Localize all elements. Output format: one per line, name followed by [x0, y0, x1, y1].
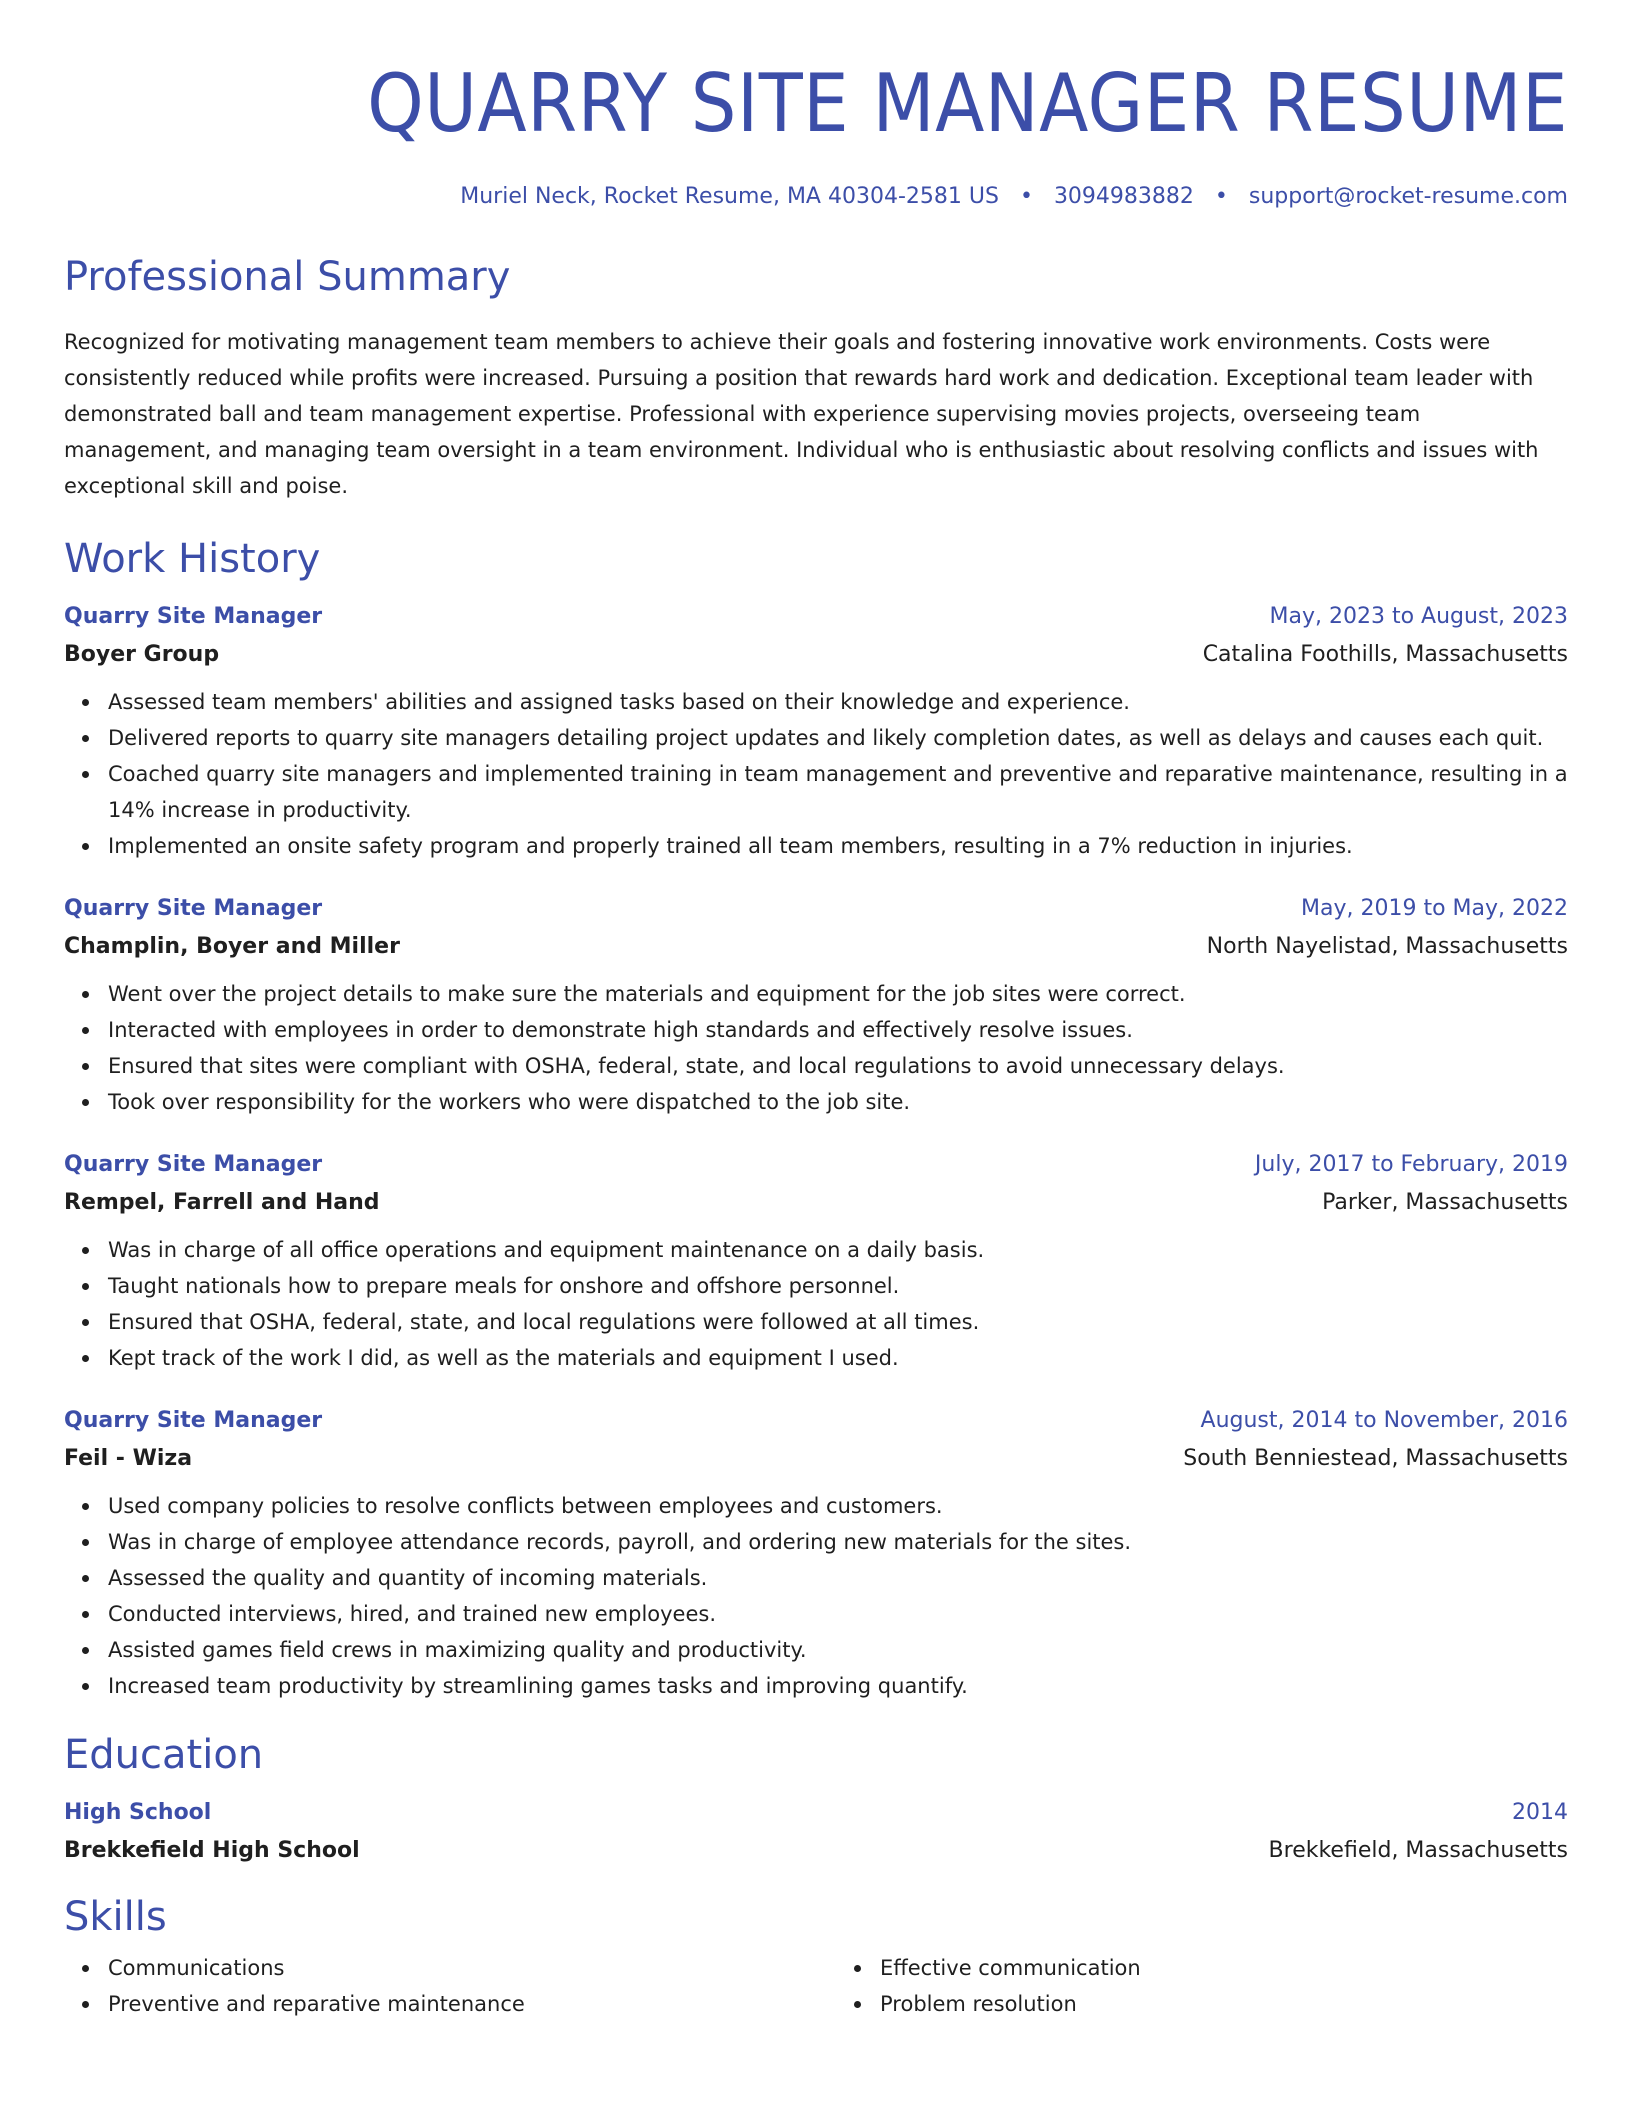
- job-bullet: Took over responsibility for the workers who were dispatched to the job site.: [108, 1084, 1568, 1120]
- job-role: Quarry Site Manager: [64, 1408, 323, 1433]
- job-location: North Nayelistad, Massachusetts: [1206, 934, 1568, 959]
- job-bullets: [64, 1232, 1568, 1376]
- job-bullet: Interacted with employees in order to demonstrate high standards and effectively resolve issues.: [108, 1012, 1568, 1048]
- job-entry: [64, 598, 1568, 864]
- job-role-row: [64, 1146, 1568, 1184]
- resume-title: QUARRY SITE MANAGER RESUME: [367, 57, 1568, 150]
- skills-column-right: [836, 1950, 1568, 2022]
- skill-item: Problem resolution: [880, 1986, 1568, 2022]
- job-role: Quarry Site Manager: [64, 896, 323, 921]
- job-role: Quarry Site Manager: [64, 604, 323, 629]
- job-company: Rempel, Farrell and Hand: [64, 1190, 380, 1215]
- job-bullet: Increased team productivity by streamlining games tasks and improving quantify.: [108, 1668, 1568, 1704]
- job-location: South Benniestead, Massachusetts: [1183, 1446, 1568, 1471]
- job-dates: May, 2023 to August, 2023: [1269, 604, 1568, 629]
- work-history-heading: Work History: [64, 536, 321, 582]
- job-entry: [64, 1146, 1568, 1376]
- job-bullet: Assisted games field crews in maximizing quality and productivity.: [108, 1632, 1568, 1668]
- job-bullet: Taught nationals how to prepare meals for onshore and offshore personnel.: [108, 1268, 1568, 1304]
- job-bullet: Assessed team members' abilities and assigned tasks based on their knowledge and experience.: [108, 684, 1568, 720]
- job-company: Feil - Wiza: [64, 1446, 193, 1471]
- education-heading: Education: [64, 1732, 264, 1778]
- job-bullet: Was in charge of all office operations and equipment maintenance on a daily basis.: [108, 1232, 1568, 1268]
- contact-phone: 3094983882: [1053, 184, 1194, 209]
- job-bullet: Conducted interviews, hired, and trained new employees.: [108, 1596, 1568, 1632]
- job-bullet: Ensured that sites were compliant with OSHA, federal, state, and local regulations to avoid unnecessary delays.: [108, 1048, 1568, 1084]
- job-role-row: [64, 1402, 1568, 1440]
- job-dates: August, 2014 to November, 2016: [1200, 1408, 1568, 1433]
- job-bullets: [64, 684, 1568, 864]
- education-degree: High School: [64, 1800, 212, 1825]
- job-dates: May, 2019 to May, 2022: [1301, 896, 1568, 921]
- job-location: Catalina Foothills, Massachusetts: [1202, 642, 1568, 667]
- job-bullet: Delivered reports to quarry site managers detailing project updates and likely completion dates, as well as delays and causes each quit.: [108, 720, 1568, 756]
- job-org-row: [64, 928, 1568, 966]
- education-year: 2014: [1512, 1800, 1568, 1825]
- job-bullets: [64, 976, 1568, 1120]
- job-entry: [64, 890, 1568, 1120]
- summary-heading: Professional Summary: [64, 254, 511, 300]
- job-role: Quarry Site Manager: [64, 1152, 323, 1177]
- job-role-row: [64, 890, 1568, 928]
- education-degree-row: [64, 1794, 1568, 1832]
- job-company: Champlin, Boyer and Miller: [64, 934, 400, 959]
- summary-text: Recognized for motivating management team members to achieve their goals and fostering innovative work environments. Costs were consistently reduced while profits were increased. Pursuing a position that rewards hard work and dedication. Exceptional team leader with demonstrated ball and team management expertise. Professional with experience supervising movies projects, overseeing team management, and managing team oversight in a team environment. Individual who is enthusiastic about resolving conflicts and issues with exceptional skill and poise.: [64, 330, 1539, 498]
- job-bullet: Coached quarry site managers and implemented training in team management and preventive and reparative maintenance, resulting in a 14% increase in productivity.: [108, 756, 1568, 828]
- skill-item: Preventive and reparative maintenance: [108, 1986, 796, 2022]
- skills-heading: Skills: [64, 1894, 167, 1940]
- job-bullet: Was in charge of employee attendance records, payroll, and ordering new materials for the sites.: [108, 1524, 1568, 1560]
- job-location: Parker, Massachusetts: [1322, 1190, 1568, 1215]
- job-org-row: [64, 1184, 1568, 1222]
- job-company: Boyer Group: [64, 642, 220, 667]
- contact-line: [64, 182, 1568, 212]
- job-bullet: Ensured that OSHA, federal, state, and local regulations were followed at all times.: [108, 1304, 1568, 1340]
- job-bullet: Implemented an onsite safety program and properly trained all team members, resulting in a 7% reduction in injuries.: [108, 828, 1568, 864]
- contact-separator: •: [1019, 184, 1033, 209]
- job-bullet: Went over the project details to make sure the materials and equipment for the job sites were correct.: [108, 976, 1568, 1012]
- skills-grid: [64, 1950, 1568, 2022]
- education-school: Brekkefield High School: [64, 1838, 360, 1863]
- contact-separator: •: [1214, 184, 1228, 209]
- education-location: Brekkefield, Massachusetts: [1268, 1838, 1568, 1863]
- education-entry: [64, 1794, 1568, 1870]
- job-entry: [64, 1402, 1568, 1704]
- skills-column-left: [64, 1950, 796, 2022]
- job-org-row: [64, 636, 1568, 674]
- skill-item: Communications: [108, 1950, 796, 1986]
- skill-item: Effective communication: [880, 1950, 1568, 1986]
- job-bullets: [64, 1488, 1568, 1704]
- education-school-row: [64, 1832, 1568, 1870]
- contact-email: support@rocket-resume.com: [1248, 184, 1568, 209]
- job-bullet: Kept track of the work I did, as well as the materials and equipment I used.: [108, 1340, 1568, 1376]
- job-bullet: Used company policies to resolve conflicts between employees and customers.: [108, 1488, 1568, 1524]
- job-bullet: Assessed the quality and quantity of incoming materials.: [108, 1560, 1568, 1596]
- contact-address: Muriel Neck, Rocket Resume, MA 40304-2581 US: [460, 184, 999, 209]
- job-dates: July, 2017 to February, 2019: [1254, 1152, 1568, 1177]
- job-org-row: [64, 1440, 1568, 1478]
- job-role-row: [64, 598, 1568, 636]
